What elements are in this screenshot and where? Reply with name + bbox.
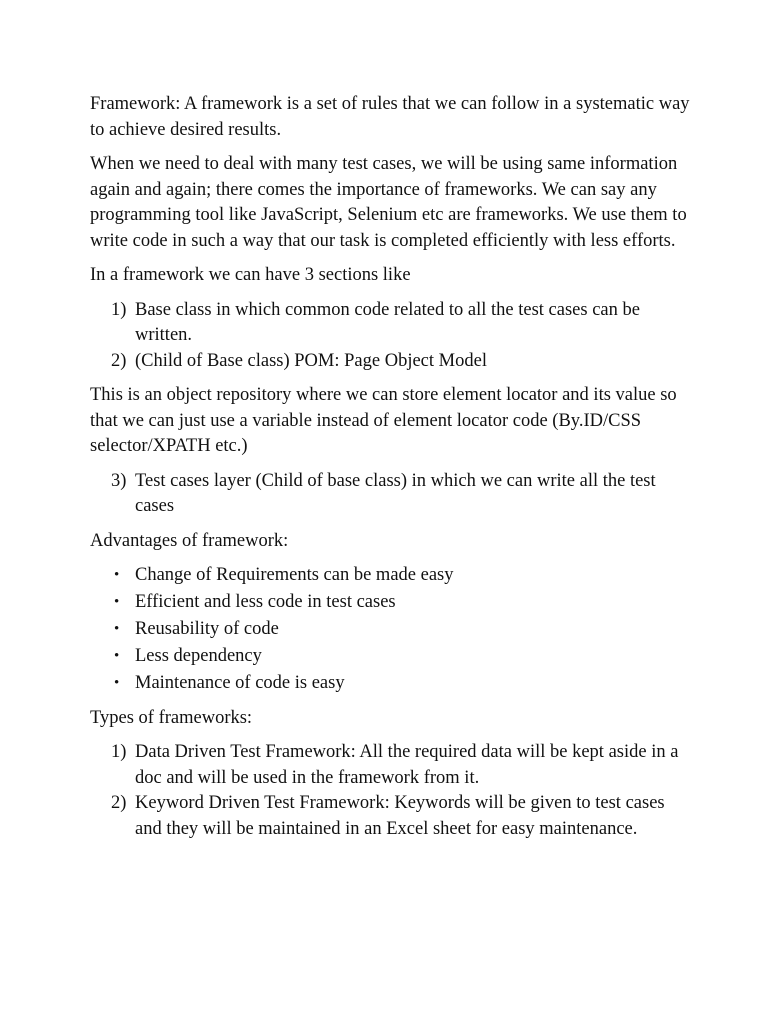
list-item-text: (Child of Base class) POM: Page Object Model <box>135 350 487 371</box>
list-item-text: Data Driven Test Framework: All the required data will be kept aside in a doc and will be used in the framework from it. <box>135 742 679 788</box>
bullet-icon: • <box>114 594 120 610</box>
list-item-text: Change of Requirements can be made easy <box>135 565 454 585</box>
sections-list-continued <box>90 469 690 520</box>
list-item <box>90 563 690 589</box>
list-item <box>90 791 690 842</box>
bullet-icon: • <box>114 621 120 637</box>
types-heading: Types of frameworks: <box>90 707 253 728</box>
list-number: 1) <box>111 299 127 320</box>
list-number: 2) <box>111 350 127 371</box>
list-item-text: Maintenance of code is easy <box>135 673 345 693</box>
pom-description: This is an object repository where we can store element locator and its value so that we can just use a variable instead of element locator code (By.ID/CSS selector/XPATH etc.) <box>90 385 677 456</box>
list-item-text: Test cases layer (Child of base class) in which we can write all the test cases <box>135 470 656 516</box>
list-item <box>90 298 690 349</box>
list-item <box>90 644 690 670</box>
sections-list <box>90 298 690 375</box>
bullet-icon: • <box>114 567 120 583</box>
list-number: 3) <box>111 470 127 491</box>
list-item-text: Keyword Driven Test Framework: Keywords will be given to test cases and they will be maintained in an Excel sheet for easy maintenance. <box>135 793 665 839</box>
list-item <box>90 590 690 616</box>
frameworks-importance-paragraph: When we need to deal with many test cases, we will be using same information again and again; there comes the importance of frameworks. We can say any programming tool like JavaScript, Selenium etc are frameworks. We use them to write code in such a way that our task is completed efficiently with less efforts. <box>90 154 687 251</box>
list-item <box>90 740 690 791</box>
intro-paragraph: Framework: A framework is a set of rules that we can follow in a systematic way to achieve desired results. <box>90 94 690 140</box>
list-item-text: Efficient and less code in test cases <box>135 592 396 612</box>
advantages-list <box>90 563 690 697</box>
bullet-icon: • <box>114 648 120 664</box>
list-item-text: Reusability of code <box>135 619 279 639</box>
list-item <box>90 349 690 375</box>
sections-intro: In a framework we can have 3 sections like <box>90 265 411 285</box>
list-item-text: Base class in which common code related to all the test cases can be written. <box>135 299 640 345</box>
list-item <box>90 671 690 697</box>
list-item <box>90 469 690 520</box>
list-number: 2) <box>111 793 127 813</box>
list-item <box>90 617 690 643</box>
list-number: 1) <box>111 742 127 762</box>
document-body <box>90 92 690 851</box>
advantages-heading: Advantages of framework: <box>90 530 289 551</box>
types-list <box>90 740 690 842</box>
list-item-text: Less dependency <box>135 646 262 666</box>
bullet-icon: • <box>114 675 120 691</box>
